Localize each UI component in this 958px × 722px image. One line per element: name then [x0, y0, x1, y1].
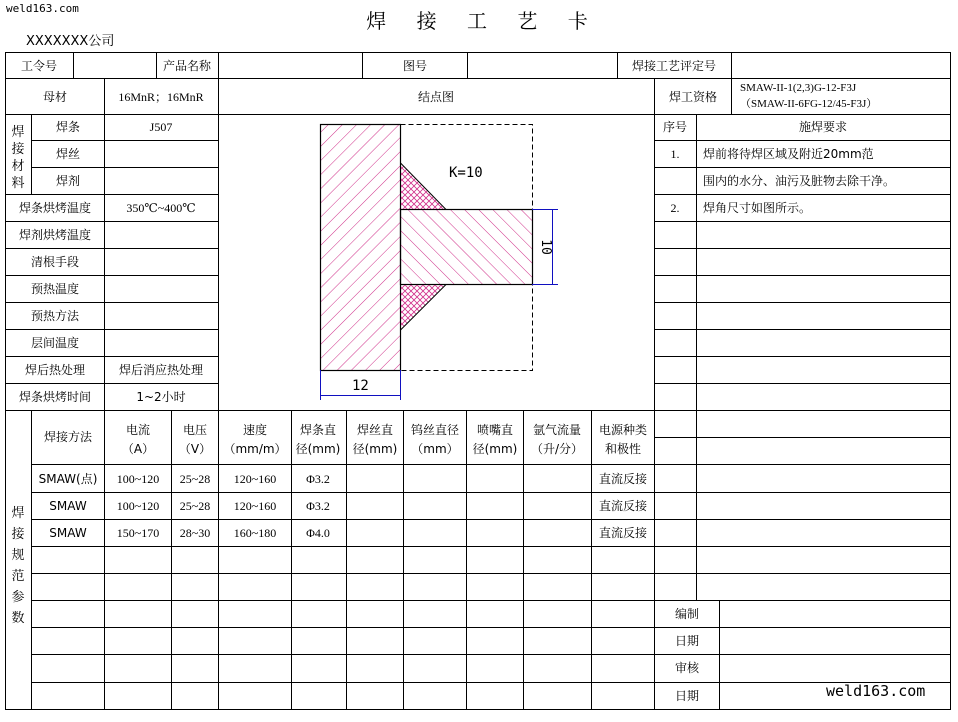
spec-cell: 160~180: [233, 526, 277, 540]
base-metal-value: 16MnR；16MnR: [118, 90, 204, 104]
param-label: 焊后热处理: [24, 363, 86, 377]
watermark-bottom: weld163.com: [826, 682, 926, 700]
param-label: 预热温度: [30, 282, 80, 296]
welder-qualification-label: 焊工资格: [668, 90, 718, 104]
plate-thickness-label: 12: [352, 378, 369, 394]
spec-header-current: 电流 （A）: [121, 423, 155, 456]
req-item-no: 2.: [670, 201, 680, 215]
watermark-top: weld163.com: [6, 2, 79, 15]
signoff-label-reviewed: 审核: [674, 661, 700, 675]
spec-cell: 25~28: [179, 472, 211, 486]
param-value: 350℃~400℃: [126, 201, 196, 215]
spec-header-speed: 速度 （mm/m）: [223, 423, 287, 456]
spec-cell: 100~120: [116, 472, 160, 486]
spec-cell: 120~160: [233, 472, 277, 486]
welder-qualification-line1: SMAW-II-1(2,3)G-12-F3J: [740, 82, 857, 94]
welder-qualification-line2: （SMAW-II-6FG-12/45-F3J）: [740, 98, 878, 110]
param-label: 预热方法: [30, 309, 80, 323]
param-value: 焊后消应热处理: [118, 363, 204, 377]
structure-drawing-label: 结点图: [417, 90, 455, 104]
spec-cell: Φ4.0: [306, 526, 330, 540]
signoff-label-prepared: 编制: [674, 607, 700, 621]
page-title: 焊 接 工 艺 卡: [366, 9, 600, 33]
electrode-value: J507: [149, 120, 173, 134]
req-item-text: 焊角尺寸如图所示。: [703, 201, 812, 215]
fillet-weld-bottom: [401, 285, 447, 331]
spec-cell: 直流反接: [598, 526, 648, 540]
flux-label: 焊剂: [55, 174, 81, 188]
spec-header-power-polarity: 电源种类 和极性: [598, 423, 648, 456]
req-item-text: 焊前将待焊区域及附近20mm范: [703, 147, 874, 161]
spec-cell: 直流反接: [598, 499, 648, 513]
vertical-plate: [321, 125, 401, 371]
param-label: 层间温度: [30, 336, 80, 350]
spec-header-nozzle-dia: 喷嘴直 径(mm): [472, 423, 518, 456]
param-label: 焊条烘烤温度: [18, 201, 92, 215]
horizontal-plate: [401, 210, 533, 285]
req-item-text-cont: 围内的水分、油污及脏物去除干净。: [703, 174, 896, 188]
product-name-label: 产品名称: [162, 59, 212, 73]
pqr-no-label: 焊接工艺评定号: [631, 59, 717, 73]
spec-cell: Φ3.2: [306, 472, 330, 486]
spec-group-label: 焊 接 规 范 参 数: [11, 506, 25, 626]
spec-header-wire-dia: 焊丝直 径(mm): [352, 423, 398, 456]
spec-cell: SMAW: [49, 526, 87, 540]
spec-header-method: 焊接方法: [43, 430, 93, 444]
base-metal-label: 母材: [42, 90, 68, 104]
spec-cell: Φ3.2: [306, 499, 330, 513]
spec-cell: 120~160: [233, 499, 277, 513]
spec-cell: 直流反接: [598, 472, 648, 486]
spec-cell: 150~170: [116, 526, 160, 540]
spec-cell: SMAW(点): [38, 472, 98, 486]
param-value: 1~2小时: [136, 390, 186, 404]
req-no-header: 序号: [662, 120, 688, 134]
drawing-no-label: 图号: [402, 59, 428, 73]
spec-cell: 25~28: [179, 499, 211, 513]
req-text-header: 施焊要求: [798, 120, 848, 134]
spec-header-electrode-dia: 焊条直 径(mm): [295, 423, 341, 456]
electrode-label: 焊条: [55, 120, 81, 134]
company-name: XXXXXXX公司: [26, 34, 115, 49]
thickness-label: 10: [537, 239, 553, 255]
req-item-no: 1.: [670, 147, 680, 161]
signoff-label-date: 日期: [674, 634, 700, 648]
spec-cell: 28~30: [179, 526, 211, 540]
consumables-group-label: 焊 接 材 料: [11, 125, 25, 191]
wire-label: 焊丝: [55, 147, 81, 161]
fillet-weld-top: [401, 163, 447, 210]
spec-cell: 100~120: [116, 499, 160, 513]
spec-cell: SMAW: [49, 499, 87, 513]
spec-header-voltage: 电压 （V）: [178, 423, 212, 456]
work-order-label: 工令号: [20, 59, 58, 73]
param-label: 焊条烘烤时间: [18, 390, 92, 404]
spec-header-argon-flow: 氩气流量 （升/分）: [530, 423, 584, 456]
leg-size-label: K=10: [449, 165, 483, 181]
param-label: 焊剂烘烤温度: [18, 228, 92, 242]
spec-header-tungsten-dia: 钨丝直径 （mm）: [410, 423, 460, 456]
signoff-label-date: 日期: [674, 689, 700, 703]
param-label: 清根手段: [30, 255, 80, 269]
